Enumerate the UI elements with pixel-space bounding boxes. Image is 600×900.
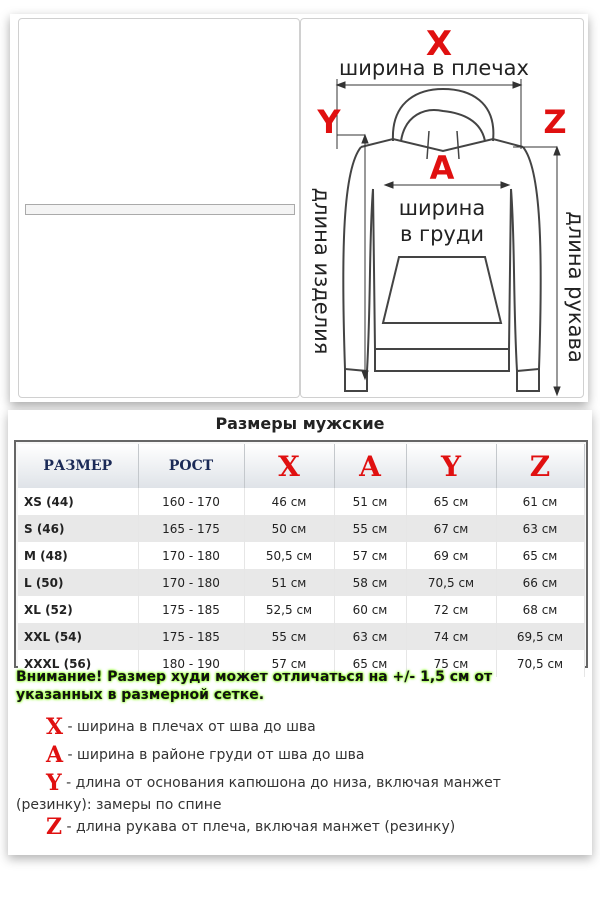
cell-y: 75 см — [406, 650, 496, 677]
diagram-letter-y: Y — [317, 103, 341, 141]
cell-a: 51 см — [334, 488, 406, 515]
image-slider-bar — [25, 204, 295, 215]
legend-text: (резинку): замеры по спине — [16, 797, 222, 813]
cell-size: M (48) — [18, 542, 138, 569]
cell-x: 52,5 см — [244, 596, 334, 623]
cell-z: 68 см — [496, 596, 584, 623]
table-row — [18, 596, 584, 623]
hoodie-sketch — [301, 19, 588, 397]
cell-height: 160 - 170 — [138, 488, 244, 515]
cell-size: XXL (54) — [18, 623, 138, 650]
cell-size: L (50) — [18, 569, 138, 596]
cell-z: 61 см — [496, 488, 584, 515]
legend-item — [46, 716, 586, 738]
cell-size: S (46) — [18, 515, 138, 542]
cell-z: 63 см — [496, 515, 584, 542]
header-height: РОСТ — [138, 444, 244, 488]
cell-y: 69 см — [406, 542, 496, 569]
cell-height: 175 - 185 — [138, 596, 244, 623]
cell-y: 72 см — [406, 596, 496, 623]
table-row — [18, 488, 584, 515]
legend-text: - длина рукава от плеча, включая манжет (резинку) — [62, 819, 456, 835]
cell-x: 50 см — [244, 515, 334, 542]
cell-height: 170 - 180 — [138, 542, 244, 569]
cell-x: 55 см — [244, 623, 334, 650]
table-row — [18, 569, 584, 596]
header-x: X — [244, 444, 334, 488]
diagram-letter-a: A — [429, 149, 455, 187]
cell-y: 70,5 см — [406, 569, 496, 596]
header-y: Y — [406, 444, 496, 488]
cell-z: 65 см — [496, 542, 584, 569]
cell-height: 170 - 180 — [138, 569, 244, 596]
cell-height: 180 - 190 — [138, 650, 244, 677]
cell-y: 65 см — [406, 488, 496, 515]
cell-y: 74 см — [406, 623, 496, 650]
size-warning — [16, 668, 576, 704]
legend-letter: X — [46, 714, 64, 740]
table-row — [18, 542, 584, 569]
legend-letter: Y — [46, 770, 62, 796]
cell-a: 58 см — [334, 569, 406, 596]
hoodie-measurement-diagram — [300, 18, 588, 398]
product-image-placeholder — [18, 18, 300, 398]
cell-a: 55 см — [334, 515, 406, 542]
warning-line-1: Внимание! Размер худи может отличаться на +/- 1,5 см от — [16, 669, 493, 685]
header-a: A — [334, 444, 406, 488]
legend-text: - длина от основания капюшона до низа, включая манжет — [61, 775, 501, 791]
cell-z: 70,5 см — [496, 650, 584, 677]
legend-text: - ширина в плечах от шва до шва — [63, 719, 316, 735]
cell-x: 51 см — [244, 569, 334, 596]
legend-item — [46, 772, 586, 794]
table-row — [18, 515, 584, 542]
cell-a: 60 см — [334, 596, 406, 623]
size-table — [18, 444, 585, 677]
table-row — [18, 623, 584, 650]
legend-item — [46, 744, 586, 766]
cell-a: 57 см — [334, 542, 406, 569]
measurement-legend — [16, 714, 586, 840]
header-size: РАЗМЕР — [18, 444, 138, 488]
diagram-label-sleeve-length: длина рукава — [564, 211, 588, 363]
cell-height: 175 - 185 — [138, 623, 244, 650]
cell-z: 69,5 см — [496, 623, 584, 650]
header-z: Z — [496, 444, 584, 488]
diagram-label-shoulder-width: ширина в плечах — [339, 56, 529, 80]
cell-a: 63 см — [334, 623, 406, 650]
size-chart-title: Размеры мужские — [215, 414, 385, 433]
cell-size: XS (44) — [18, 488, 138, 515]
table-header-row — [18, 444, 584, 488]
legend-item-continuation — [16, 794, 586, 816]
size-chart-section — [8, 410, 592, 855]
cell-x: 46 см — [244, 488, 334, 515]
warning-line-2: указанных в размерной сетке. — [16, 687, 265, 703]
cell-a: 65 см — [334, 650, 406, 677]
cell-x: 50,5 см — [244, 542, 334, 569]
diagram-letter-x: X — [425, 24, 453, 64]
legend-letter: Z — [46, 814, 63, 840]
diagram-label-chest-line2: в груди — [399, 222, 485, 246]
cell-z: 66 см — [496, 569, 584, 596]
diagram-letter-z: Z — [543, 103, 567, 141]
cell-size: XL (52) — [18, 596, 138, 623]
diagram-label-product-length: длина изделия — [310, 187, 334, 355]
legend-letter: A — [46, 742, 64, 768]
image-card — [10, 14, 588, 402]
cell-y: 67 см — [406, 515, 496, 542]
diagram-label-chest-line1: ширина — [398, 196, 486, 220]
cell-x: 57 см — [244, 650, 334, 677]
legend-text: - ширина в районе груди от шва до шва — [63, 747, 365, 763]
cell-height: 165 - 175 — [138, 515, 244, 542]
legend-item — [46, 816, 586, 838]
size-table-frame — [14, 440, 588, 671]
cell-size: XXXL (56) — [18, 650, 138, 677]
